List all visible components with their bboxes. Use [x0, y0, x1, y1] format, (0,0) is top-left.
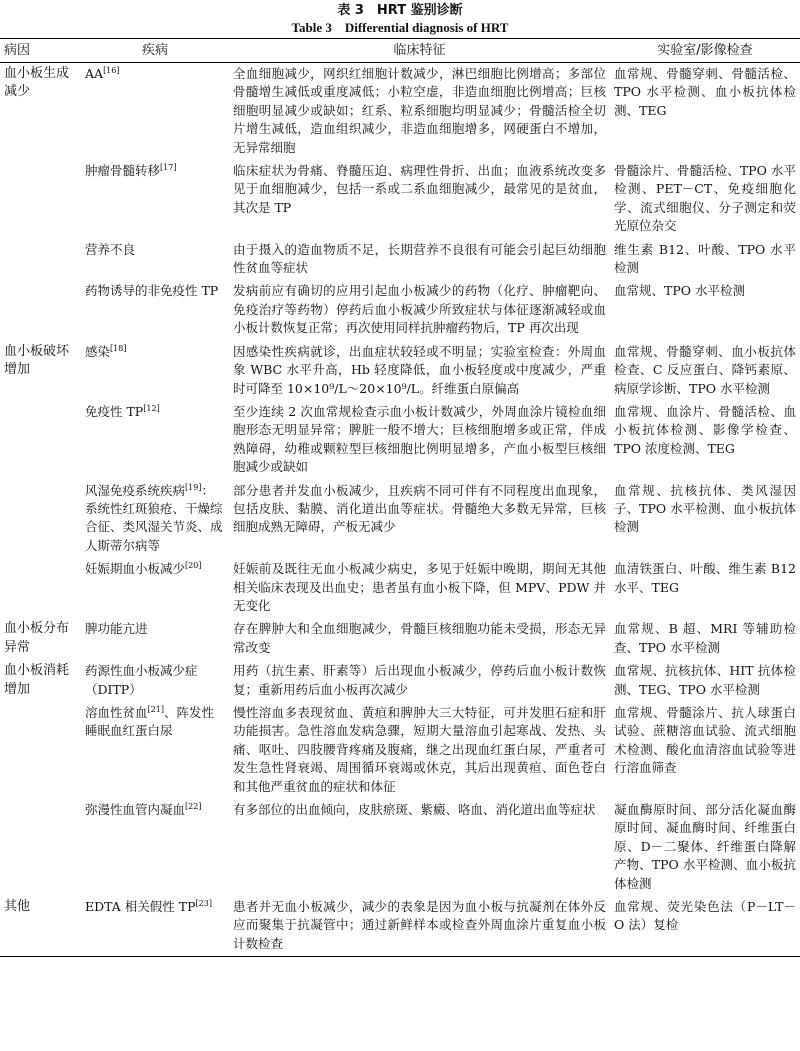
- disease-name: 溶血性贫血: [85, 705, 148, 720]
- table-row: [0, 341, 800, 401]
- disease-name-continued: 、阵发性睡眠血红蛋白尿: [85, 705, 214, 739]
- cause-cell: 血小板分布异常: [4, 621, 70, 655]
- disease-cell: [81, 160, 229, 239]
- header-clinical-features: 临床特征: [229, 39, 610, 63]
- clinical-features-cell: 患者并无血小板减少，减少的表象是因为血小板与抗凝剂在体外反应而聚集于抗凝管中；通过新鲜样本或检查外周血涂片重复血小板计数检查: [229, 896, 610, 957]
- clinical-features-cell: 妊娠前及既往无血小板减少病史，多见于妊娠中晚期，期间无其他相关临床表现及出血史；患者虽有血小板下降，但 MPV、PDW 并无变化: [233, 561, 606, 613]
- clinical-features-cell: 存在脾肿大和全血细胞减少，骨髓巨核细胞功能未受损，形态无异常改变: [233, 621, 606, 655]
- table-caption: [0, 0, 800, 36]
- table-row: [0, 618, 800, 660]
- table-row: [0, 63, 800, 161]
- disease-cell: [81, 401, 229, 480]
- lab-imaging-cell: 血常规、骨髓涂片、抗人球蛋白试验、蔗糖溶血试验、流式细胞术检测、酸化血清溶血试验等进行溶血筛查: [614, 705, 796, 776]
- cause-cell: 血小板破坏增加: [4, 343, 70, 378]
- reference-superscript: [21]: [147, 704, 164, 714]
- cause-cell: [0, 799, 81, 896]
- lab-imaging-cell: 凝血酶原时间、部分活化凝血酶原时间、凝血酶时间、纤维蛋白原、D－二聚体、纤维蛋白降解产物、TPO 水平检测、血小板抗体检测: [614, 802, 796, 891]
- disease-cell: [81, 702, 229, 799]
- lab-imaging-cell: 血常规、抗核抗体、类风湿因子、TPO 水平检测、血小板抗体检测: [614, 482, 796, 535]
- differential-diagnosis-table: [0, 38, 800, 957]
- header-lab-imaging: 实验室/影像检查: [610, 39, 800, 63]
- disease-name: 免疫性 TP: [85, 403, 144, 419]
- lab-imaging-cell: 血常规、荧光染色法（P－LT－O 法）复检: [610, 896, 800, 957]
- lab-imaging-cell: 血常规、B 超、MRI 等辅助检查、TPO 水平检测: [614, 621, 796, 655]
- lab-imaging-cell: 血常规、血涂片、骨髓活检、血小板抗体检测、影像学检查、TPO 浓度检测、TEG: [614, 403, 796, 456]
- table-row: [0, 558, 800, 618]
- cause-cell: [0, 239, 81, 281]
- disease-cell: [81, 896, 229, 957]
- cause-cell: [0, 280, 81, 340]
- reference-superscript: [23]: [195, 898, 212, 908]
- disease-cell: [81, 618, 229, 660]
- lab-imaging-cell: 血常规、抗核抗体、HIT 抗体检测、TEG、TPO 水平检测: [614, 663, 796, 697]
- reference-superscript: [19]: [185, 482, 202, 492]
- disease-name: 营养不良: [85, 241, 136, 257]
- cause-cell: 血小板生成减少: [4, 66, 70, 100]
- disease-cell: [81, 341, 229, 401]
- lab-imaging-cell: 骨髓涂片、骨髓活检、TPO 水平检测、PET－CT、免疫细胞化学、流式细胞仪、分子测定和荧光原位杂交: [614, 163, 796, 234]
- disease-name: EDTA 相关假性 TP: [85, 899, 196, 915]
- clinical-features-cell: 临床症状为骨痛、脊髓压迫、病理性骨折、出血；血液系统改变多见于血细胞减少，包括一系或二系血细胞减少，最常见的是贫血，其次是 TP: [233, 163, 606, 215]
- table-row: [0, 702, 800, 799]
- disease-cell: [81, 480, 229, 559]
- header-cause: 病因: [0, 39, 81, 63]
- reference-superscript: [12]: [143, 403, 160, 413]
- cause-cell: [0, 401, 81, 480]
- table-row: [0, 799, 800, 896]
- reference-superscript: [20]: [185, 561, 202, 570]
- lab-imaging-cell: 血清铁蛋白、叶酸、维生素 B12 水平、TEG: [614, 561, 796, 595]
- disease-cell: [81, 239, 229, 281]
- table-row: [0, 280, 800, 340]
- table-title-english: Table 3 Differential diagnosis of HRT: [291, 20, 509, 35]
- table-row: [0, 401, 800, 480]
- cause-cell: 血小板消耗增加: [4, 663, 70, 697]
- clinical-features-cell: 部分患者并发血小板减少，且疾病不同可伴有不同程度出血现象，包括皮肤、黏膜、消化道出血等症状。骨髓绝大多数无异常，巨核细胞成熟无障碍，产板无减少: [233, 482, 606, 535]
- disease-cell: [81, 660, 229, 702]
- table-row: [0, 480, 800, 559]
- reference-superscript: [22]: [185, 801, 202, 811]
- disease-name: 脾功能亢进: [85, 621, 148, 637]
- table-row: [0, 239, 800, 281]
- disease-cell: [81, 280, 229, 340]
- cause-cell: 其他: [0, 896, 81, 957]
- clinical-features-cell: 全血细胞减少，网织红细胞计数减少，淋巴细胞比例增高；多部位骨髓增生减低或重度减低；小粒空虚，非造血细胞比例增高；巨核细胞明显减少或缺如；红系、粒系细胞均明显减少；骨髓活检全切片增生减低，造血组织减少，非造血细胞增多，网硬蛋白不增加，无异常细胞: [233, 66, 606, 155]
- disease-name: AA: [85, 66, 104, 81]
- clinical-features-cell: 用药（抗生素、肝素等）后出现血小板减少，停药后血小板计数恢复；重新用药后血小板再次减少: [233, 663, 606, 697]
- disease-name: 肿瘤骨髓转移: [85, 163, 161, 179]
- cause-cell: [0, 480, 81, 559]
- disease-name: 药源性血小板减少症（DITP）: [85, 663, 198, 697]
- clinical-features-cell: 有多部位的出血倾向，皮肤瘀斑、紫癜、咯血、消化道出血等症状: [233, 802, 596, 818]
- lab-imaging-cell: 血常规、TPO 水平检测: [614, 283, 745, 299]
- clinical-features-cell: 因感染性疾病就诊，出血症状较轻或不明显；实验室检查：外周血象 WBC 水平升高，Hb 轻度降低，血小板轻度或中度减少，严重时可降至 10×10⁹/L～20×10⁹/L。纤维蛋白原偏高: [233, 343, 606, 396]
- disease-name: 药物诱导的非免疫性 TP: [85, 283, 219, 299]
- disease-cell: [81, 799, 229, 896]
- clinical-features-cell: 由于摄入的造血物质不足，长期营养不良很有可能会引起巨幼细胞性贫血等症状: [233, 241, 606, 276]
- disease-name-continued: ：系统性红斑狼疮、干燥综合征、类风湿关节炎、成人斯蒂尔病等: [85, 482, 223, 553]
- disease-cell: [81, 558, 229, 618]
- cause-cell: [0, 160, 81, 239]
- header-disease: 疾病: [81, 39, 229, 63]
- clinical-features-cell: 慢性溶血多表现贫血、黄疸和脾肿大三大特征，可并发胆石症和肝功能损害。急性溶血发病急骤，短期大量溶血引起寒战、发热、头痛、呕吐、四肢腰背疼痛及腹痛，继之出现血红蛋白尿，严重者可发生急性肾衰竭、周围循环衰竭或休克，其后出现黄疸、面色苍白和其他严重贫血的症状和体征: [233, 705, 606, 794]
- disease-cell: [81, 63, 229, 161]
- disease-name: 感染: [85, 343, 111, 359]
- cause-cell: [0, 558, 81, 618]
- lab-imaging-cell: 血常规、骨髓穿刺、血小板抗体检查、C 反应蛋白、降钙素原、病原学诊断、TPO 水平检测: [614, 343, 796, 396]
- clinical-features-cell: 发病前应有确切的应用引起血小板减少的药物（化疗、肿瘤靶向、免疫治疗等药物）停药后血小板减少所致症状与体征逐渐减轻或血小板计数恢复正常；再次使用同样抗肿瘤药物后，TP 再次出现: [233, 283, 606, 336]
- table-row: [0, 660, 800, 702]
- table-header-row: [0, 39, 800, 63]
- disease-name: 妊娠期血小板减少: [85, 561, 186, 577]
- table-row: [0, 160, 800, 239]
- disease-name: 风湿免疫系统疾病: [85, 482, 186, 498]
- reference-superscript: [17]: [160, 162, 177, 172]
- clinical-features-cell: 至少连续 2 次血常规检查示血小板计数减少，外周血涂片镜检血细胞形态无明显异常；脾脏一般不增大；巨核细胞增多或正常，伴成熟障碍，幼稚或颗粒型巨核细胞比例明显增多，产血小板型巨核细胞减少或缺如: [233, 403, 606, 475]
- cause-cell: [0, 702, 81, 799]
- lab-imaging-cell: 血常规、骨髓穿刺、骨髓活检、TPO 水平检测、血小板抗体检测、TEG: [614, 66, 796, 118]
- disease-name: 弥漫性血管内凝血: [85, 802, 186, 818]
- lab-imaging-cell: 维生素 B12、叶酸、TPO 水平检测: [614, 241, 796, 276]
- reference-superscript: [18]: [110, 343, 127, 353]
- table-title-chinese: 表 3 HRT 鉴别诊断: [337, 3, 463, 18]
- table-body: [0, 63, 800, 957]
- reference-superscript: [16]: [103, 65, 120, 75]
- table-row: [0, 896, 800, 957]
